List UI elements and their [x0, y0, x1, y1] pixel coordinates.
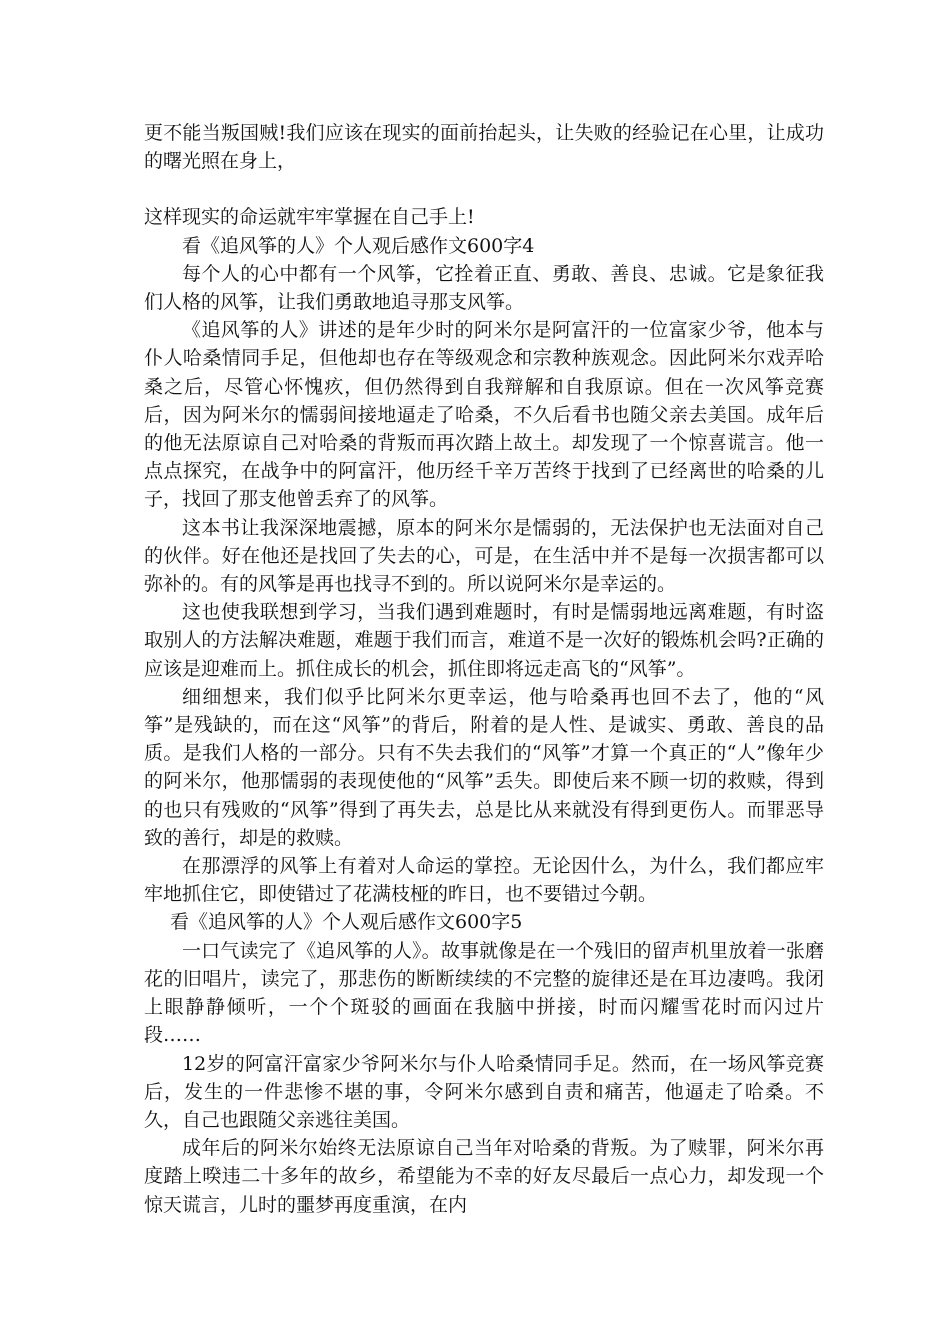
paragraph-4: 《追风筝的人》讲述的是年少时的阿米尔是阿富汗的一位富家少爷，他本与仆人哈桑情同手足，但他却也存在等级观念和宗教种族观念。因此阿米尔戏弄哈桑之后，尽管心怀愧疚，但仍然得到自我辩解和自我原谅。但在一次风筝竞赛后，因为阿米尔的懦弱间接地逼走了哈桑，不久后看书也随父亲去美国。成年后的他无法原谅自己对哈桑的背叛而再次踏上故土。却发现了一个惊喜谎言。他一点点探究，在战争中的阿富汗，他历经千辛万苦终于找到了已经离世的哈桑的儿子，找回了那支他曾丢弃了的风筝。 — [144, 319, 824, 511]
paragraph-5: 这本书让我深深地震撼，原本的阿米尔是懦弱的，无法保护也无法面对自己的伙伴。好在他还是找回了失去的心，可是，在生活中并不是每一次损害都可以弥补的。有的风筝是再也找寻不到的。所以说阿米尔是幸运的。 — [144, 516, 824, 596]
paragraph-7: 细细想来，我们似乎比阿米尔更幸运，他与哈桑再也回不去了，他的“风筝”是残缺的，而在这“风筝”的背后，附着的是人性、是诚实、勇敢、善良的品质。是我们人格的一部分。只有不失去我们的“风筝”才算一个真正的“人”像年少的阿米尔，他那懦弱的表现使他的“风筝”丢失。即使后来不顾一切的救赎，得到的也只有残败的“风筝”得到了再失去，总是比从来就没有得到更伤人。而罪恶导致的善行，却是的救赎。 — [144, 685, 824, 849]
paragraph-2: 这样现实的命运就牢牢掌握在自己手上! — [144, 206, 475, 229]
section-heading-5: 看《追风筝的人》个人观后感作文600字5 — [170, 911, 523, 934]
paragraph-11: 成年后的阿米尔始终无法原谅自己当年对哈桑的背叛。为了赎罪，阿米尔再度踏上暌违二十多年的故乡，希望能为不幸的好友尽最后一点心力，却发现一个惊天谎言，儿时的噩梦再度重演，在内 — [144, 1137, 824, 1216]
paragraph-10: 12岁的阿富汗富家少爷阿米尔与仆人哈桑情同手足。然而，在一场风筝竞赛后，发生的一件悲惨不堪的事，令阿米尔感到自责和痛苦，他逼走了哈桑。不久，自己也跟随父亲逃往美国。 — [144, 1052, 824, 1131]
document-body — [144, 119, 824, 1219]
paragraph-gap — [144, 175, 824, 203]
paragraph-6: 这也使我联想到学习，当我们遇到难题时，有时是懦弱地远离难题，有时盗取别人的方法解决难题，难题于我们而言，难道不是一次好的锻炼机会吗?正确的应该是迎难而上。抓住成长的机会，抓住即将远走高飞的“风筝”。 — [144, 601, 824, 680]
section-heading-4: 看《追风筝的人》个人观后感作文600字4 — [182, 234, 535, 257]
paragraph-3: 每个人的心中都有一个风筝，它拴着正直、勇敢、善良、忠诚。它是象征我们人格的风筝，让我们勇敢地追寻那支风筝。 — [144, 262, 824, 314]
paragraph-1: 更不能当叛国贼!我们应该在现实的面前抬起头，让失败的经验记在心里，让成功的曙光照在身上， — [144, 122, 824, 173]
paragraph-8: 在那漂浮的风筝上有着对人命运的掌控。无论因什么，为什么，我们都应牢牢地抓住它，即使错过了花满枝桠的昨日，也不要错过今朝。 — [144, 855, 824, 906]
paragraph-9: 一口气读完了《追风筝的人》。故事就像是在一个残旧的留声机里放着一张磨花的旧唱片，读完了，那悲伤的断断续续的不完整的旋律还是在耳边凄鸣。我闭上眼静静倾听，一个个斑驳的画面在我脑中拼接，时而闪耀雪花时而闪过片段…… — [144, 939, 824, 1047]
